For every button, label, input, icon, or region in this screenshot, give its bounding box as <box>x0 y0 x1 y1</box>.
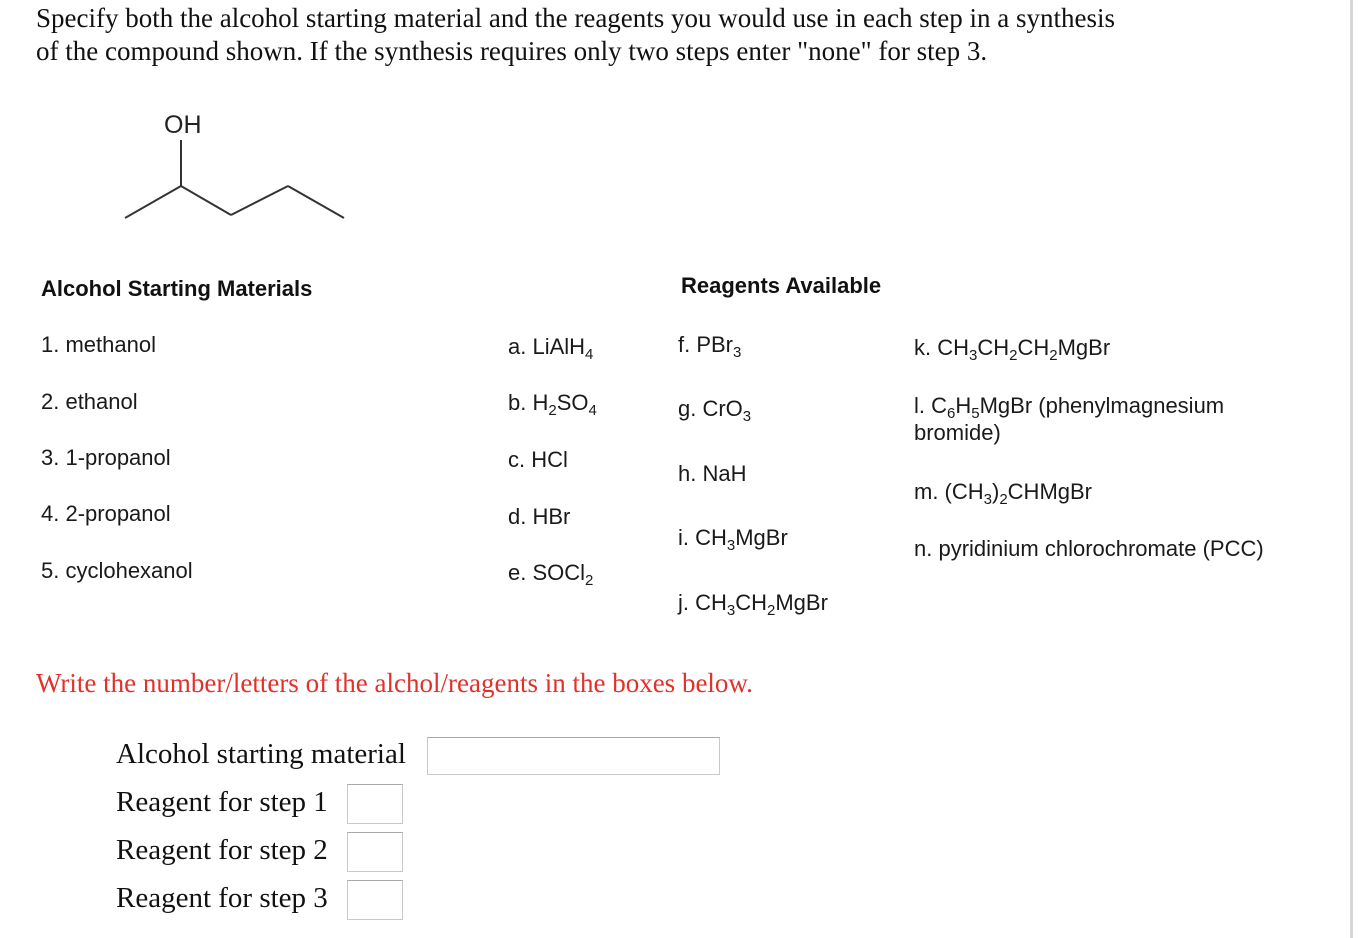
reagent-l: l. $C_6H_5MgBr$ (phenylmagnesium bromide) <box>914 393 1225 445</box>
alcohol-item: 4. 2-propanol <box>41 501 171 526</box>
reagent-n: n. pyridinium chlorochromate (PCC) <box>914 536 1264 561</box>
alcohol-label: Alcohol starting material <box>116 738 406 770</box>
alcohol-item: 2. ethanol <box>41 389 138 414</box>
reagent-d: d. HBr <box>508 504 571 529</box>
alcohol-input[interactable] <box>427 737 720 775</box>
question-text <box>36 2 1115 68</box>
reagent-g: g. CrO$_3$ <box>678 396 752 425</box>
step2-label: Reagent for step 2 <box>116 834 328 866</box>
alcohol-item: 3. 1-propanol <box>41 445 171 470</box>
step3-label: Reagent for step 3 <box>116 882 328 914</box>
question-line-2: of the compound shown. If the synthesis requires only two steps enter "none" for step 3. <box>36 36 988 66</box>
carbon-skeleton <box>125 140 344 218</box>
step2-input[interactable] <box>347 832 403 872</box>
reagent-c: c. HCl <box>508 447 568 472</box>
reagent-e: e. SOCl$_2$ <box>508 560 594 589</box>
reagent-i: i. $CH_3MgBr$ <box>678 525 788 554</box>
reagent-b: b. $H_2SO_4$ <box>508 390 597 419</box>
reagent-k: k. $CH_3CH_2CH_2MgBr$ <box>914 335 1111 364</box>
reagent-j: j. $CH_3CH_2MgBr$ <box>678 590 828 619</box>
question-line-1: Specify both the alcohol starting material and the reagents you would use in each step in a synthesis <box>36 3 1115 33</box>
instruction-text: Write the number/letters of the alchol/reagents in the boxes below. <box>36 668 753 698</box>
reagent-f: f. PBr$_3$ <box>678 332 742 361</box>
step1-input[interactable] <box>347 784 403 824</box>
molecule-structure <box>110 100 370 230</box>
reagent-m: m. $(CH_3)_2CHMgBr$ <box>914 479 1093 508</box>
reagent-h: h. NaH <box>678 461 747 486</box>
step3-input[interactable] <box>347 880 403 920</box>
scrollbar[interactable] <box>1350 0 1353 938</box>
reagents-header: Reagents Available <box>681 273 882 298</box>
step1-label: Reagent for step 1 <box>116 786 328 818</box>
hydroxyl-label: OH <box>164 111 202 139</box>
alcohols-header: Alcohol Starting Materials <box>41 276 313 301</box>
alcohol-item: 1. methanol <box>41 332 156 357</box>
reagent-a: a. LiAlH$_4$ <box>508 334 594 363</box>
alcohol-item: 5. cyclohexanol <box>41 558 193 583</box>
